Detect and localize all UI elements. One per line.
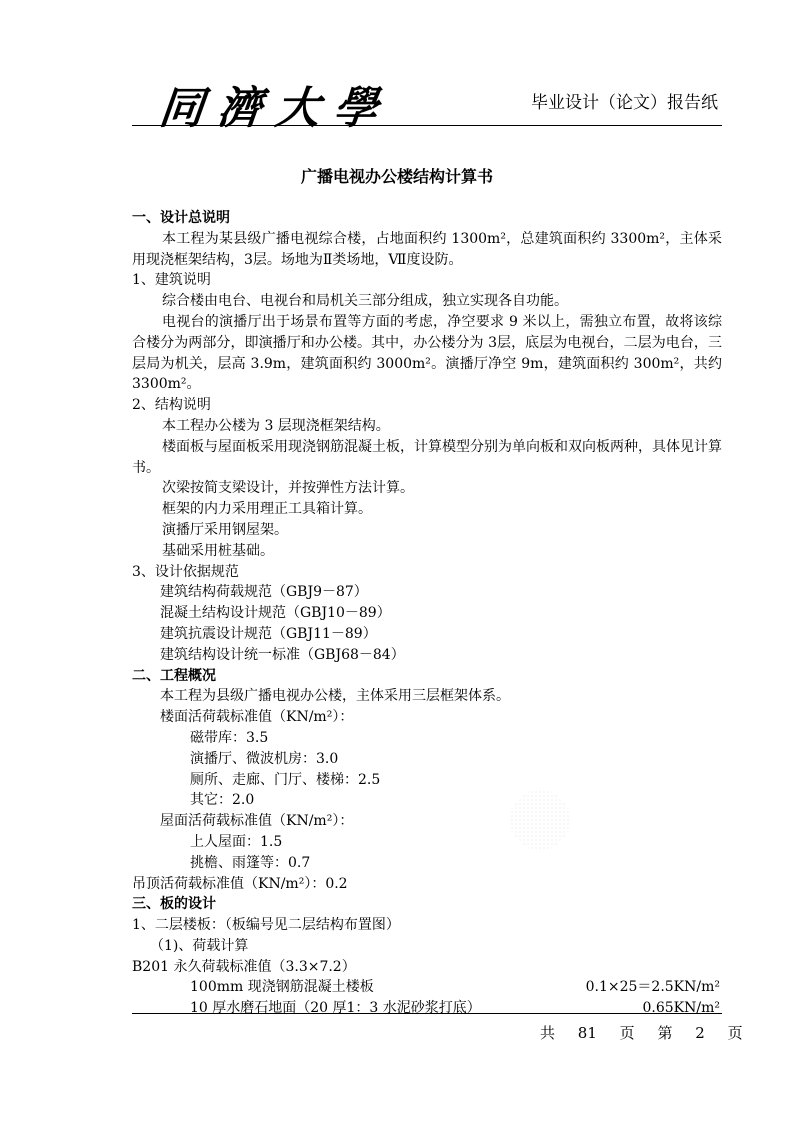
load-item: 磁带库：3.5 — [190, 729, 269, 746]
section-heading-1: 一、设计总说明 — [132, 210, 230, 226]
load-item: 其它：2.0 — [190, 792, 255, 809]
load-value: 0.65KN/m² — [642, 1000, 720, 1017]
footer-total-label: 共 — [540, 1024, 556, 1042]
university-logo: 同濟大學 — [156, 83, 395, 134]
b201-heading: B201 永久荷载标准值（3.3×7.2） — [132, 958, 356, 975]
paragraph: 本工程为县级广播电视办公楼，主体采用三层框架体系。 — [160, 688, 510, 705]
code-item: 混凝土结构设计规范（GBJ10－89） — [160, 605, 391, 622]
code-item: 建筑结构设计统一标准（GBJ68－84） — [160, 646, 405, 663]
subsection-heading: 1、建筑说明 — [132, 272, 211, 289]
floor-live-load-heading: 楼面活荷载标准值（KN/m²）： — [160, 709, 354, 726]
load-label: 100mm 现浇钢筋混凝土楼板 — [190, 979, 374, 996]
paragraph: 框架的内力采用理正工具箱计算。 — [162, 501, 372, 518]
header-divider — [132, 125, 722, 126]
scan-speckle — [510, 790, 570, 850]
subsection-heading: 2、结构说明 — [132, 397, 211, 414]
load-row — [132, 977, 722, 998]
footer-divider — [132, 1013, 722, 1014]
paragraph: 次梁按简支梁设计，并按弹性方法计算。 — [162, 480, 414, 497]
load-item: 演播厅、微波机房：3.0 — [190, 750, 339, 767]
subsection-heading: 3、设计依据规范 — [132, 563, 239, 580]
load-value: 0.1×25＝2.5KN/m² — [585, 979, 720, 996]
paragraph: 本工程办公楼为 3 层现浇框架结构。 — [162, 417, 390, 434]
code-item: 建筑抗震设计规范（GBJ11－89） — [160, 625, 377, 642]
footer-current-page: 2 — [695, 1024, 705, 1042]
paragraph: 电视台的演播厅出于场景布置等方面的考虑，净空要求 9 米以上，需独立布置，故将该综合楼分为两部分，即演播厅和办公楼。其中，办公楼分为 3层，底层为电视台，二层为电台，三层局为机关，层高 3.9m，建筑面积约 3000m²。演播厅净空 9m，建筑面积约 300m²，共约 3300m²。 — [132, 313, 722, 393]
paragraph: 综合楼由电台、电视台和局机关三部分组成，独立实现各自功能。 — [162, 293, 568, 310]
page-title: 广播电视办公楼结构计算书 — [300, 167, 493, 186]
paragraph: 演播厅采用钢屋架。 — [162, 521, 288, 538]
document-body — [132, 208, 722, 1019]
paragraph: 基础采用桩基础。 — [162, 542, 274, 559]
load-row — [132, 998, 722, 1019]
load-item: 上人屋面：1.5 — [190, 833, 283, 850]
section-heading-3: 三、板的设计 — [132, 896, 216, 913]
footer-page-unit-2: 页 — [727, 1024, 743, 1042]
paragraph: 本工程为某县级广播电视综合楼，占地面积约 1300m²，总建筑面积约 3300m²，主体采用现浇框架结构，3层。场地为Ⅱ类场地，Ⅶ度设防。 — [132, 230, 722, 268]
load-label: 10 厚水磨石地面（20 厚1：3 水泥砂浆打底） — [190, 1000, 481, 1017]
footer-total-pages: 81 — [577, 1024, 597, 1042]
load-item: 挑檐、雨篷等：0.7 — [190, 854, 311, 871]
section-heading-2: 二、工程概况 — [132, 667, 216, 684]
document-type-label: 毕业设计（论文）报告纸 — [531, 93, 718, 113]
paragraph: 楼面板与屋面板采用现浇钢筋混凝土板，计算模型分别为单向板和双向板两种，具体见计算书。 — [132, 438, 722, 476]
footer-current-label: 第 — [657, 1024, 673, 1042]
footer-page-unit: 页 — [619, 1024, 635, 1042]
code-item: 建筑结构荷载规范（GBJ9－87） — [160, 584, 368, 601]
page-footer — [540, 1022, 755, 1043]
subsubsection-heading: （1)、荷载计算 — [150, 937, 249, 954]
roof-live-load-heading: 屋面活荷载标准值（KN/m²）： — [160, 813, 354, 830]
load-item: 厕所、走廊、门厅、楼梯：2.5 — [190, 771, 381, 788]
subsection-heading: 1、二层楼板：（板编号见二层结构布置图） — [132, 917, 400, 934]
ceiling-live-load: 吊顶活荷载标准值（KN/m²）：0.2 — [132, 875, 348, 892]
